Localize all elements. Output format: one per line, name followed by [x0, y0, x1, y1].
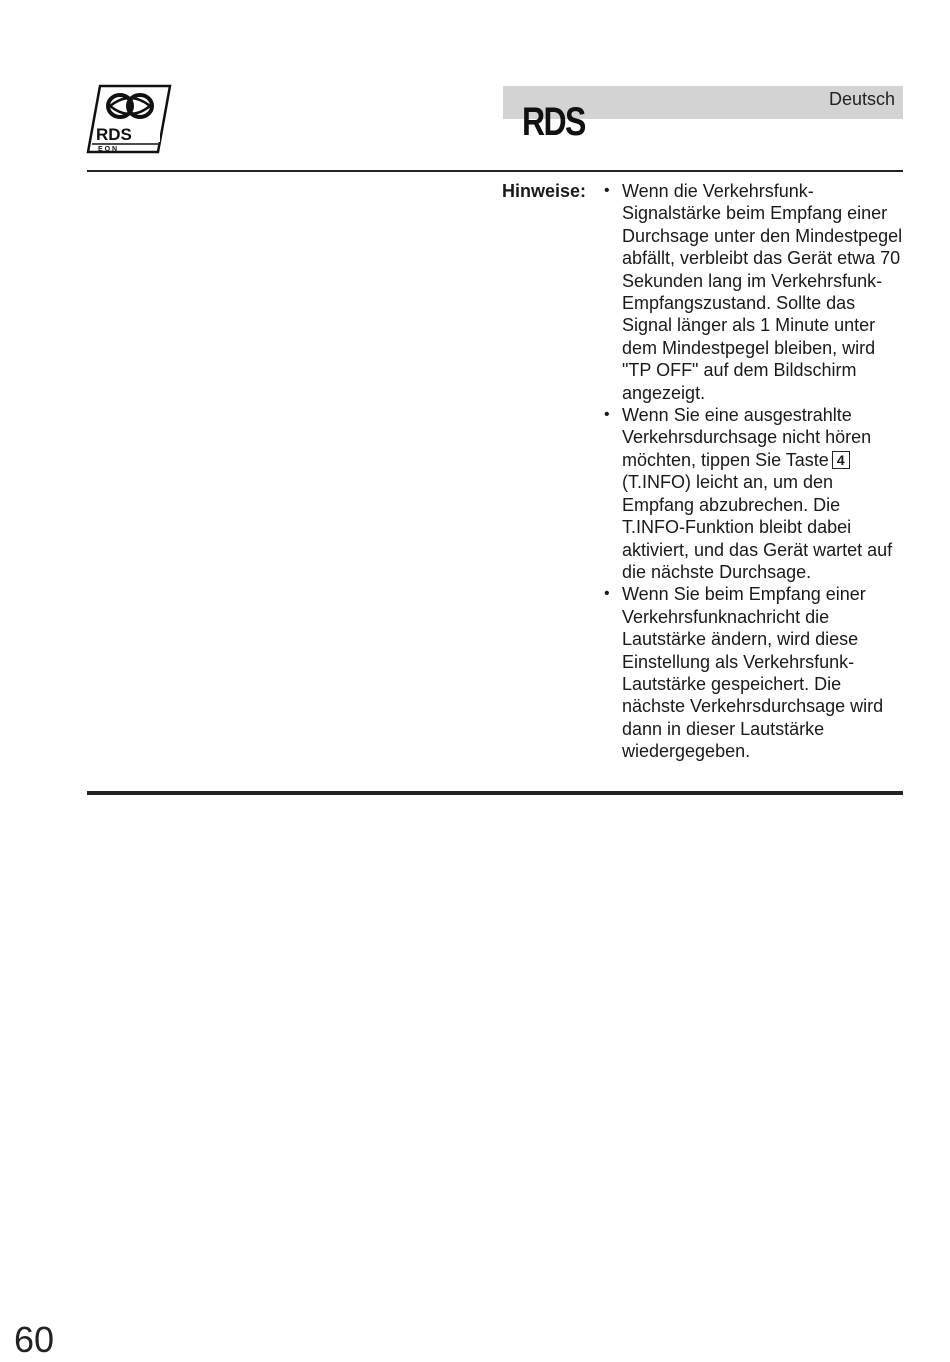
note-text: (T.INFO) leicht an, um den Empfang abzubrechen. Die T.INFO-Funktion bleibt dabei aktiviert, und das Gerät wartet auf die nächste Durchsage.	[622, 472, 893, 582]
notes-list	[604, 180, 904, 763]
note-item	[604, 180, 904, 404]
logo-text-bottom: E O N	[98, 146, 118, 153]
note-text: Wenn die Verkehrsfunk-Signalstärke beim Empfang einer Durchsage unter den Mindestpegel abfällt, verbleibt das Gerät etwa 70 Sekunden lang im Verkehrsfunk-Empfangszustand. Sollte das Signal länger als 1 Minute unter dem Mindestpegel bleiben, wird "TP OFF" auf dem Bildschirm angezeigt.	[622, 181, 903, 403]
top-divider	[87, 170, 903, 172]
logo-text-top: RDS	[96, 125, 132, 144]
page-number: 60	[14, 1319, 55, 1360]
section-title: RDS	[522, 100, 585, 144]
rds-logo	[86, 84, 174, 156]
key-4-icon: 4	[832, 451, 850, 469]
note-text: Wenn Sie beim Empfang einer Verkehrsfunknachricht die Lautstärke ändern, wird diese Einstellung als Verkehrsfunk-Lautstärke gespeichert. Die nächste Verkehrsdurchsage wird dann in dieser Lautstärke wiedergegeben.	[622, 584, 884, 762]
note-text: Wenn Sie eine ausgestrahlte Verkehrsdurchsage nicht hören möchten, tippen Sie Taste	[622, 405, 872, 470]
note-item	[604, 583, 904, 762]
language-label: Deutsch	[828, 89, 895, 109]
note-item	[604, 404, 904, 583]
bottom-divider	[87, 791, 903, 795]
notes-label: Hinweise:	[502, 181, 587, 201]
